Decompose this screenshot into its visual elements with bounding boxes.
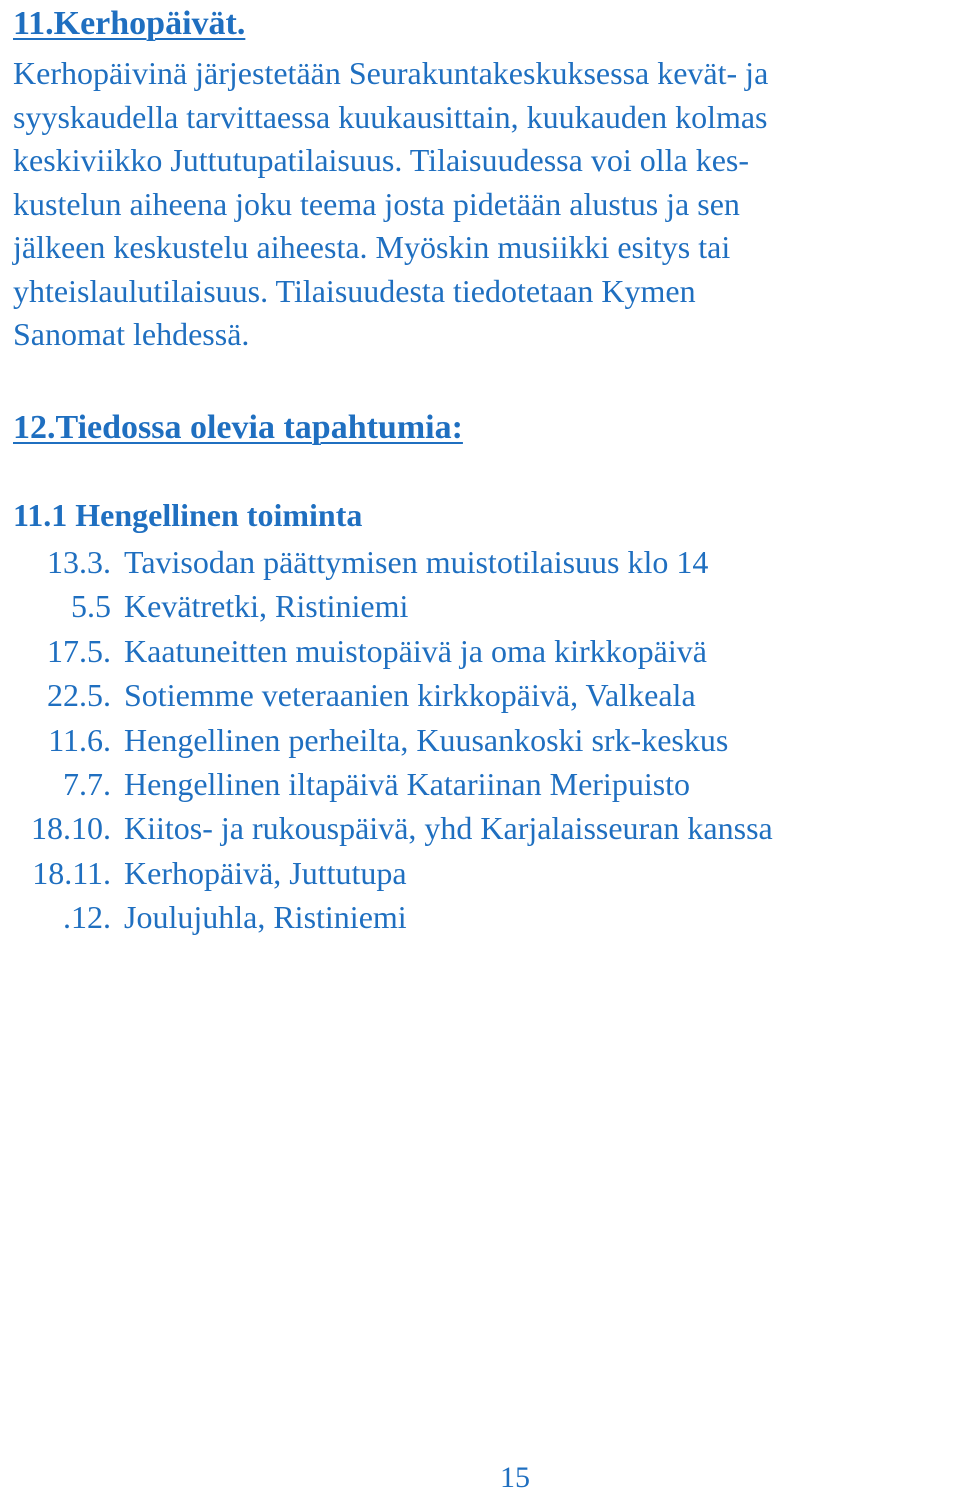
event-description: Hengellinen iltapäivä Katariinan Meripuisto: [124, 765, 691, 802]
event-description: Kiitos- ja rukouspäivä, yhd Karjalaisseuran kanssa: [124, 810, 773, 847]
event-date: 13.3.: [47, 544, 111, 580]
event-date: 18.10.: [31, 810, 111, 847]
paragraph-line: keskiviikko Juttutupatilaisuus. Tilaisuudessa voi olla kes-: [13, 142, 749, 178]
section-11-title: 11.Kerhopäivät.: [13, 5, 246, 42]
paragraph-line: Sanomat lehdessä.: [13, 316, 250, 352]
event-description: Tavisodan päättymisen muistotilaisuus klo 14: [124, 544, 709, 580]
paragraph-line: kustelun aiheena joku teema josta pidetään alustus ja sen: [13, 185, 740, 222]
event-date: 18.11.: [32, 854, 111, 891]
event-description: Kevätretki, Ristiniemi: [124, 588, 409, 625]
event-date: 7.7.: [63, 765, 111, 802]
paragraph-line: jälkeen keskustelu aiheesta. Myöskin musiikki esitys tai: [13, 229, 731, 265]
section-12-title: 12.Tiedossa olevia tapahtumia:: [13, 409, 463, 446]
event-date: 5.5: [71, 588, 111, 625]
event-date: 22.5.: [47, 677, 111, 714]
event-date: 11.6.: [48, 721, 111, 758]
paragraph-line: Kerhopäivinä järjestetään Seurakuntakeskuksessa kevät- ja: [13, 55, 769, 91]
events-subheading: 11.1 Hengellinen toiminta: [13, 497, 363, 533]
event-description: Sotiemme veteraanien kirkkopäivä, Valkeala: [124, 677, 696, 714]
event-description: Kerhopäivä, Juttutupa: [124, 854, 407, 891]
event-description: Kaatuneitten muistopäivä ja oma kirkkopäivä: [124, 632, 707, 669]
event-date: .12.: [63, 899, 111, 936]
section-11-paragraph: [13, 52, 958, 357]
event-description: Joulujuhla, Ristiniemi: [124, 899, 407, 936]
paragraph-line: yhteislaulutilaisuus. Tilaisuudesta tiedotetaan Kymen: [13, 272, 696, 309]
event-date: 17.5.: [47, 632, 111, 669]
event-description: Hengellinen perheilta, Kuusankoski srk-keskus: [124, 721, 729, 758]
page-number: 15: [500, 1461, 530, 1494]
paragraph-line: syyskaudella tarvittaessa kuukausittain, kuukauden kolmas: [13, 98, 768, 135]
